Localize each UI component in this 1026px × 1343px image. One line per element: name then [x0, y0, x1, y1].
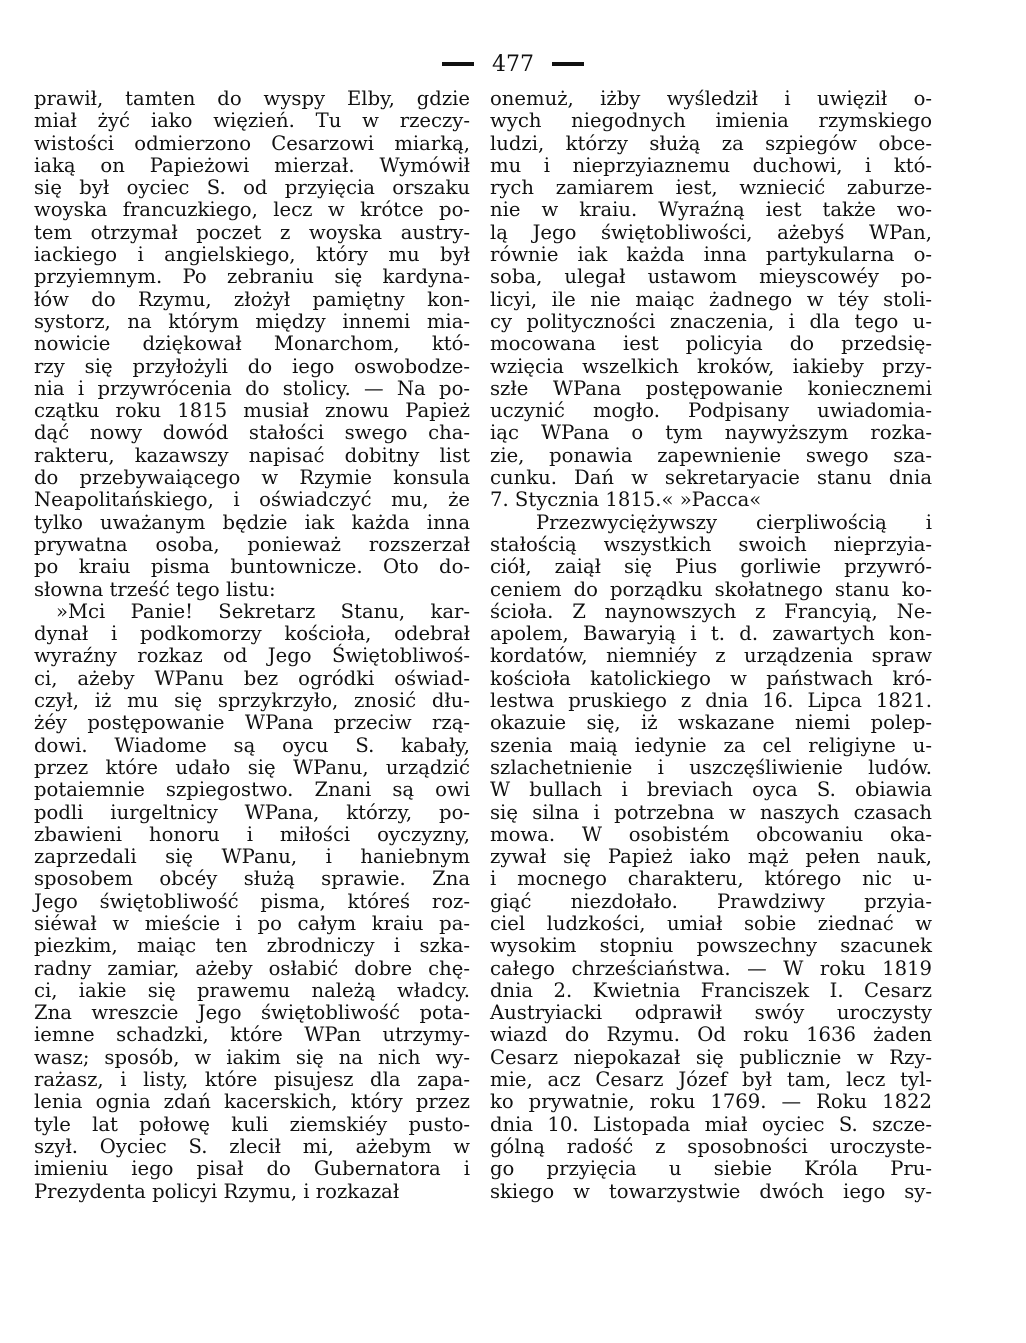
text-line: całego chrześciaństwa. — W roku 1819 — [490, 956, 932, 980]
text-line: ciół, zaiął się Pius gorliwie przywró- — [490, 555, 932, 579]
text-line: ci, iakie się prawemu należą władcy. — [34, 978, 470, 1002]
text-line: dąć nowy dowód stałości swego cha- — [34, 421, 470, 445]
text-line: nowicie dziękował Monarchom, któ- — [34, 332, 470, 356]
text-line: wysokim stopniu powszechny szacunek — [490, 934, 932, 958]
text-line: nia i przywrócenia do stolicy. — Na po- — [34, 376, 470, 400]
text-line: szłe WPana postępowanie koniecznemi — [490, 376, 932, 400]
text-line: rych zamiarem iest, wzniecić zaburze- — [490, 176, 932, 200]
text-line: i mocnego charakteru, którego nic u- — [490, 867, 932, 891]
text-line: równie iak każda inna partykularna o- — [490, 243, 932, 267]
text-line: dowi. Wiadome są oycu S. kabały, — [34, 733, 470, 757]
text-line: wistości odmierzono Cesarzowi miarką, — [34, 131, 470, 155]
text-line: soba, ulegał ustawom mieyscowéy po- — [490, 265, 932, 289]
text-line: wzięcia wszelkich kroków, iakieby przy- — [490, 354, 932, 378]
text-line: iackiego i angielskiego, który mu był — [34, 243, 470, 267]
text-line: żéy postępowanie WPana przeciw rzą- — [34, 711, 470, 735]
text-line: apolem, Bawaryią i t. d. zawartych kon- — [490, 622, 932, 646]
text-line: się był oyciec S. od przyięcia orszaku — [34, 176, 470, 200]
text-line: gólną radość z sposobności uroczyste- — [490, 1134, 932, 1158]
text-line: stałością wszystkich swoich nieprzyia- — [490, 532, 932, 556]
text-line: tem otrzymał poczet z woyska austry- — [34, 220, 470, 244]
text-line: skiego w towarzystwie dwóch iego sy- — [490, 1179, 932, 1203]
text-line: po kraiu pisma buntownicze. Oto do- — [34, 555, 470, 579]
text-line: wasz; sposób, w iakim się na nich wy- — [34, 1045, 470, 1069]
text-line: sposobem obcéy służą sprawie. Zna — [34, 867, 470, 891]
page-header — [0, 44, 1026, 84]
text-line: Neapolitańskiego, i oświadczyć mu, że — [34, 488, 470, 512]
text-line: uczynić mogło. Podpisany uwiadomia- — [490, 399, 932, 423]
text-line: iemne schadzki, które WPan utrzymy- — [34, 1023, 470, 1047]
text-line: licyi, ile nie maiąc żadnego w téy stoli- — [490, 287, 932, 311]
text-line: do przebywaiącego w Rzymie konsula — [34, 466, 470, 490]
text-line: słowna trześć tego listu: — [34, 577, 276, 601]
text-line: Jego świętobliwość pisma, któreś roz- — [34, 889, 470, 913]
text-line: zie, ponawia zapewnienie swego sza- — [490, 443, 932, 467]
text-line: prawił, tamten do wyspy Elby, gdzie — [34, 87, 470, 110]
text-line: Cesarz niepokazał się publicznie w Rzy- — [490, 1045, 932, 1069]
header-dash-right — [552, 62, 584, 66]
text-line: szył. Oyciec S. zlecił mi, ażebym w — [34, 1134, 470, 1158]
text-line: zbawieni honoru i miłości oyczyzny, — [34, 822, 470, 846]
text-line: się silna i potrzebna w naszych czasach — [490, 800, 932, 824]
text-line: mocowana iest policyia do przedsię- — [490, 332, 932, 356]
text-line: onemuż, iżby wyśledził i uwięził o- — [490, 87, 932, 110]
text-line: tyle lat połowę kuli ziemskiéy pusto- — [34, 1112, 470, 1136]
text-line: szenia maią iedynie za cel religiyne u- — [490, 733, 932, 757]
left-column — [34, 88, 470, 1203]
text-line: Prezydenta policyi Rzymu, i rozkazał — [34, 1179, 400, 1203]
text-line: łów do Rzymu, złożył pamiętny kon- — [34, 287, 470, 311]
text-line: piezkim, maiąc ten zbrodniczy i szka- — [34, 934, 470, 958]
text-line: ścioła. Z naynowszych z Francyią, Ne- — [490, 599, 932, 623]
text-line: woyska francuzkiego, lecz w krótce po- — [34, 198, 470, 222]
text-line: siéwał w mieście i po całym kraiu pa- — [34, 911, 470, 935]
text-line: ceniem do porządku skołatnego stanu ko- — [490, 577, 932, 601]
text-line: dnia 2. Kwietnia Franciszek I. Cesarz — [490, 978, 932, 1002]
page-number: 477 — [492, 51, 534, 77]
text-line: dynał i podkomorzy kościoła, odebrał — [34, 622, 470, 646]
text-line: W bullach i breviach oyca S. obiawia — [490, 778, 932, 802]
text-line: wiazd do Rzymu. Od roku 1636 żaden — [490, 1023, 932, 1047]
text-line: Austryiacki odprawił swóy uroczysty — [490, 1001, 932, 1025]
header-dash-left — [442, 62, 474, 66]
text-line: »Mci Panie! Sekretarz Stanu, kar- — [56, 599, 470, 623]
text-line: ciel ludzkości, umiał sobie ziednać w — [490, 911, 932, 935]
text-line: przez które udało się WPanu, urządzić — [34, 755, 470, 779]
text-line: rzy się przyłożyli do iego oswobodze- — [34, 354, 470, 378]
text-line: okazuie się, iż wskazane niemi polep- — [490, 711, 932, 735]
text-line: prywatna osoba, ponieważ rozszerzał — [34, 532, 470, 556]
text-line: mu i nieprzyiaznemu duchowi, i któ- — [490, 153, 932, 177]
text-line: cunku. Dań w sekretaryacie stanu dnia — [490, 466, 932, 490]
text-line: potaiemnie szpiegostwo. Znani są owi — [34, 778, 470, 802]
text-line: radny zamiar, ażeby osłabić dobre chę- — [34, 956, 470, 980]
text-line: lą Jego świętobliwości, ażebyś WPan, — [490, 220, 932, 244]
text-line: miał żyć iako więzień. Tu w rzeczy- — [34, 109, 470, 133]
text-line: rakteru, kazawszy napisać dobitny list — [34, 443, 470, 467]
text-line: go przyięcia u siebie Króla Pru- — [490, 1157, 932, 1181]
text-line: rażasz, i listy, które pisujesz dla zapa- — [34, 1068, 470, 1092]
text-line: Przezwyciężywszy cierpliwością i — [536, 510, 932, 534]
text-line: mie, acz Cesarz Józef był tam, lecz tyl- — [490, 1068, 932, 1092]
text-line: dnia 10. Listopada miał oyciec S. szcze- — [490, 1112, 932, 1136]
text-line: zaprzedali się WPanu, i haniebnym — [34, 845, 470, 869]
text-line: systorz, na którym między innemi mia- — [34, 309, 470, 333]
text-line: wyraźny rozkaz od Jego Świętobliwoś- — [34, 644, 470, 668]
text-line: kordatów, niemniéy z urządzenia spraw — [490, 644, 932, 668]
text-line: czątku roku 1815 musiał znowu Papież — [34, 399, 470, 423]
text-line: 7. Stycznia 1815.« »Pacca« — [490, 488, 762, 512]
text-line: szlachetnienie i uszczęśliwienie ludów. — [490, 755, 932, 779]
text-line: zywał się Papież iako mąż pełen nauk, — [490, 845, 932, 869]
text-line: imieniu iego pisał do Gubernatora i — [34, 1157, 470, 1181]
text-line: ko prywatnie, roku 1769. — Roku 1822 — [490, 1090, 932, 1114]
text-line: Zna wreszcie Jego świętobliwość pota- — [34, 1001, 470, 1025]
text-line: kościoła katolickiego w państwach kró- — [490, 666, 932, 690]
text-line: cy polityczności znaczenia, i dla tego u- — [490, 309, 932, 333]
text-line: nie w kraiu. Wyraźną iest także wo- — [490, 198, 932, 222]
text-line: lenia ognia zdań kacerskich, który przez — [34, 1090, 470, 1114]
text-line: ci, ażeby WPanu bez ogródki oświad- — [34, 666, 470, 690]
text-line: iaką on Papieżowi mierzał. Wymówił — [34, 153, 470, 177]
text-line: wych niegodnych imienia rzymskiego — [490, 109, 932, 133]
text-line: podli iurgeltnicy WPana, którzy, po- — [34, 800, 470, 824]
right-column — [490, 88, 932, 1203]
text-line: czył, iż mu się sprzykrzyło, znosić dłu- — [34, 689, 470, 713]
text-line: giąć niezdołało. Prawdziwy przyia- — [490, 889, 932, 913]
text-line: przyiemnym. Po zebraniu się kardyna- — [34, 265, 470, 289]
text-line: ludzi, którzy służą za szpiegów obce- — [490, 131, 932, 155]
text-line: mowa. W osobistém obcowaniu oka- — [490, 822, 932, 846]
text-line: iąc WPana o tym naywyższym rozka- — [490, 421, 932, 445]
text-line: tylko uważanym będzie iak każda inna — [34, 510, 470, 534]
text-line: lestwa pruskiego z dnia 16. Lipca 1821. — [490, 689, 932, 713]
